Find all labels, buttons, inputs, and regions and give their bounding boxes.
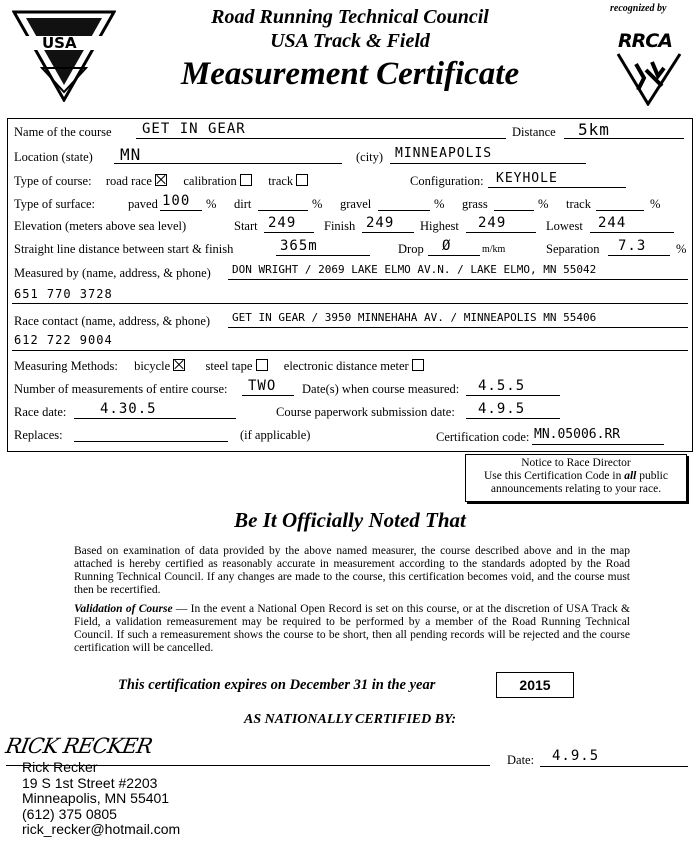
- signature: RICK RECKER: [3, 734, 154, 758]
- noted-para2: [74, 603, 630, 655]
- cert-code-value: MN.05006.RR: [534, 427, 621, 442]
- location-label: Location (state): [14, 150, 93, 164]
- measured-by-line1: DON WRIGHT / 2069 LAKE ELMO AV.N. / LAKE ELMO, MN 55042: [232, 263, 597, 276]
- calibration-label: calibration: [183, 174, 237, 188]
- calibration-checkbox[interactable]: [240, 174, 252, 186]
- address-line: Minneapolis, MN 55401: [22, 790, 170, 806]
- measured-by-line2: 651 770 3728: [14, 287, 113, 301]
- cert-code-label: Certification code:: [436, 430, 530, 444]
- configuration-label: Configuration:: [410, 174, 484, 188]
- gravel-pct: %: [434, 197, 445, 211]
- straight-label: Straight line distance between start & finish: [14, 242, 234, 256]
- paved-label: paved: [128, 197, 158, 211]
- race-contact-line2: 612 722 9004: [14, 333, 113, 347]
- separation-value: 7.3: [618, 238, 647, 254]
- track-label: track: [268, 174, 294, 188]
- noted-para2-body: — In the event a National Open Record is set on this course, or at the discretion of USA Track & Field, a validation remeasurement may be required to be performed by a member of the Road Running Technical Council. If such a remeasurement shows the course to be short, then all pending records will be rejected and the course certification will be cancelled.: [74, 603, 630, 654]
- road-race-label: road race: [105, 174, 152, 188]
- noted-para2-lead: Validation of Course: [74, 603, 173, 615]
- paved-pct: %: [206, 197, 217, 211]
- paperwork-label: Course paperwork submission date:: [276, 405, 455, 419]
- usatf-logo: [12, 10, 116, 102]
- expiry-year: 2015: [519, 677, 551, 693]
- dirt-label: dirt: [234, 197, 252, 211]
- notice-box: [465, 454, 687, 502]
- straight-value: 365m: [280, 238, 318, 254]
- state-value: MN: [120, 145, 142, 164]
- expiry-text: This certification expires on December 31 in the year: [118, 677, 436, 693]
- highest-label: Highest: [420, 219, 459, 233]
- city-label: (city): [356, 150, 384, 164]
- course-name-label: Name of the course: [14, 125, 112, 139]
- distance-label: Distance: [512, 125, 556, 139]
- if-applicable-label: (if applicable): [240, 428, 311, 442]
- city-value: MINNEAPOLIS: [395, 146, 493, 161]
- track-pct: %: [650, 197, 661, 211]
- type-course-label: Type of course:: [14, 174, 92, 188]
- race-date-label: Race date:: [14, 405, 67, 419]
- notice-line2: announcements relating to your race.: [490, 483, 662, 495]
- address-line: Rick Recker: [22, 759, 98, 775]
- certifier-address: [22, 760, 180, 838]
- race-date-value: 4.30.5: [100, 401, 157, 417]
- logo-right-text: RRCA: [618, 30, 672, 52]
- distance-value: 5km: [578, 120, 610, 139]
- org-line-1: Road Running Technical Council: [211, 6, 489, 28]
- road-race-checkbox[interactable]: [155, 174, 167, 186]
- grass-pct: %: [538, 197, 549, 211]
- course-name-value: GET IN GEAR: [142, 121, 246, 137]
- methods-label: Measuring Methods:: [14, 359, 118, 373]
- notice-line1: [466, 470, 686, 483]
- grass-label: grass: [462, 197, 488, 211]
- gravel-label: gravel: [340, 197, 372, 211]
- replaces-label: Replaces:: [14, 428, 63, 442]
- dates-value: 4.5.5: [478, 378, 526, 394]
- noted-para1: Based on examination of data provided by the above named measurer, the course described above and in the map attached is hereby certified as reasonably accurate in measurement according to the standards adopted by the Road Running Technical Council. If any changes are made to the course, this certification becomes void, and the course must then be recertified.: [74, 545, 630, 596]
- page-title: Measurement Certificate: [180, 56, 520, 92]
- date-label: Date:: [507, 753, 535, 767]
- surface-label: Type of surface:: [14, 197, 96, 211]
- certifier-heading: AS NATIONALLY CERTIFIED BY:: [244, 712, 456, 727]
- race-contact-line1: GET IN GEAR / 3950 MINNEHAHA AV. / MINNEAPOLIS MN 55406: [232, 311, 597, 324]
- logo-left-text: USA: [42, 34, 77, 52]
- lowest-value: 244: [598, 215, 627, 231]
- separation-pct: %: [676, 242, 687, 256]
- measured-by-label: Measured by (name, address, & phone): [14, 266, 211, 280]
- track-checkbox[interactable]: [296, 174, 308, 186]
- drop-value: Ø: [442, 238, 452, 254]
- org-line-2: USA Track & Field: [270, 30, 430, 52]
- edm-checkbox[interactable]: [412, 359, 424, 371]
- start-label: Start: [234, 219, 258, 233]
- noted-heading: Be It Officially Noted That: [234, 508, 466, 532]
- bicycle-checkbox[interactable]: [173, 359, 185, 371]
- finish-value: 249: [366, 215, 395, 231]
- paperwork-value: 4.9.5: [478, 401, 526, 417]
- start-value: 249: [268, 215, 297, 231]
- separation-label: Separation: [546, 242, 600, 256]
- notice-line1-em: all: [624, 470, 637, 482]
- course-name-row: [14, 125, 112, 140]
- address-line: 19 S 1st Street #2203: [22, 774, 158, 791]
- notice-line1-post: public: [636, 470, 668, 482]
- finish-label: Finish: [324, 219, 356, 233]
- num-measure-label: Number of measurements of entire course:: [14, 382, 228, 396]
- paved-value: 100: [162, 193, 191, 209]
- bicycle-label: bicycle: [134, 359, 171, 373]
- edm-label: electronic distance meter: [283, 359, 409, 373]
- race-contact-label: Race contact (name, address, & phone): [14, 314, 211, 328]
- notice-line1-pre: Use this Certification Code in: [484, 470, 625, 482]
- rrca-logo: [608, 16, 690, 106]
- steel-tape-checkbox[interactable]: [256, 359, 268, 371]
- expiry-year-box: [496, 672, 574, 698]
- drop-unit: m/km: [482, 244, 506, 255]
- highest-value: 249: [478, 215, 507, 231]
- lowest-label: Lowest: [546, 219, 583, 233]
- date-value: 4.9.5: [552, 748, 600, 764]
- dirt-pct: %: [312, 197, 323, 211]
- drop-label: Drop: [398, 242, 424, 256]
- dates-label: Date(s) when course measured:: [302, 382, 460, 396]
- email-link[interactable]: rick_recker@hotmail.com: [22, 821, 181, 837]
- configuration-value: KEYHOLE: [496, 171, 558, 186]
- address-line: (612) 375 0805: [22, 805, 117, 822]
- num-measure-value: TWO: [248, 378, 277, 394]
- steel-tape-label: steel tape: [205, 359, 253, 373]
- track-surface-label: track: [566, 197, 591, 211]
- notice-title: Notice to Race Director: [521, 457, 631, 469]
- recognized-by-label: recognized by: [610, 3, 667, 14]
- elevation-label: Elevation (meters above sea level): [14, 219, 187, 233]
